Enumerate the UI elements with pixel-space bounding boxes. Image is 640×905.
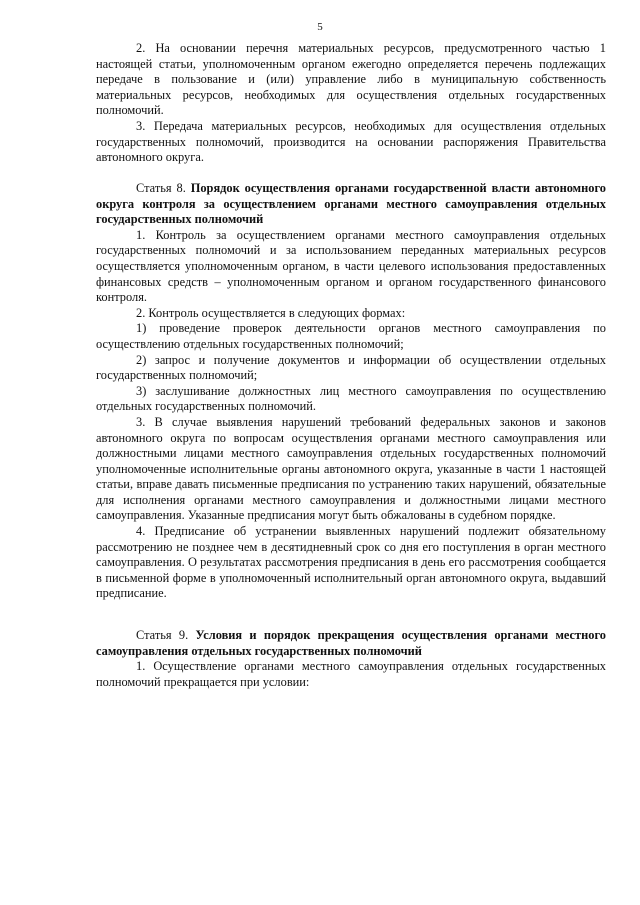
paragraph: 2. Контроль осуществляется в следующих формах:	[136, 305, 406, 320]
article-9	[96, 628, 606, 690]
article-label: Статья 8.	[136, 181, 186, 195]
article-7-continuation	[96, 41, 606, 166]
paragraph: 4. Предписание об устранении выявленных нарушений подлежит обязательному рассмотрению не позднее чем в десятидневный срок со дня его поступления в орган местного самоуправления. О результатах рассмотрения предписания в день его рассмотрения сообщается в письменной форме в уполномоченный исполнительный орган автономного округа, выдавший предписание.	[96, 524, 606, 601]
paragraph: 1. Осуществление органами местного самоуправления отдельных государственных полномочий прекращается при условии:	[96, 659, 606, 689]
page-number: 5	[317, 21, 323, 33]
paragraph: 2. На основании перечня материальных ресурсов, предусмотренного частью 1 настоящей статьи, уполномоченным органом ежегодно определяется перечень подлежащих передаче в пользование и (или) управление либо в муниципальную собственность материальных ресурсов, необходимых для осуществления отдельных государственных полномочий.	[96, 41, 606, 118]
article-8	[96, 181, 606, 602]
article-heading	[96, 628, 606, 659]
list-item: 2) запрос и получение документов и информации об осуществлении отдельных государственных полномочий;	[96, 352, 606, 383]
article-heading	[96, 181, 606, 228]
paragraph: 3. Передача материальных ресурсов, необходимых для осуществления отдельных государственных полномочий, производится на основании распоряжения Правительства автономного округа.	[96, 118, 606, 165]
article-title: Условия и порядок прекращения осуществления органами местного самоуправления отдельных государственных полномочий	[96, 628, 606, 658]
article-title: Порядок осуществления органами государственной власти автономного округа контроля за осуществлением органами местного самоуправления отдельных государственных полномочий	[96, 181, 606, 227]
paragraph: 1. Контроль за осуществлением органами местного самоуправления отдельных государственных полномочий и за использованием переданных материальных ресурсов осуществляется уполномоченным органом, в части целевого использования предоставленных финансовых средств – уполномоченным органом и органом государственного финансового контроля.	[96, 227, 606, 305]
paragraph: 3. В случае выявления нарушений требований федеральных законов и законов автономного округа по вопросам осуществления органами местного самоуправления или должностными лицами местного самоуправления отдельных государственных полномочий уполномоченные исполнительные органы автономного округа, указанные в части 1 настоящей статьи, вправе давать письменные предписания по устранению таких нарушений, обязательные для исполнения органами местного самоуправления и должностными лицами местного самоуправления. Указанные предписания могут быть обжалованы в судебном порядке.	[96, 414, 606, 523]
list-item: 3) заслушивание должностных лиц местного самоуправления по осуществлению отдельных государственных полномочий.	[96, 383, 606, 414]
list-item: 1) проведение проверок деятельности органов местного самоуправления по осуществлению отдельных государственных полномочий;	[96, 321, 606, 351]
article-label: Статья 9.	[136, 628, 189, 642]
